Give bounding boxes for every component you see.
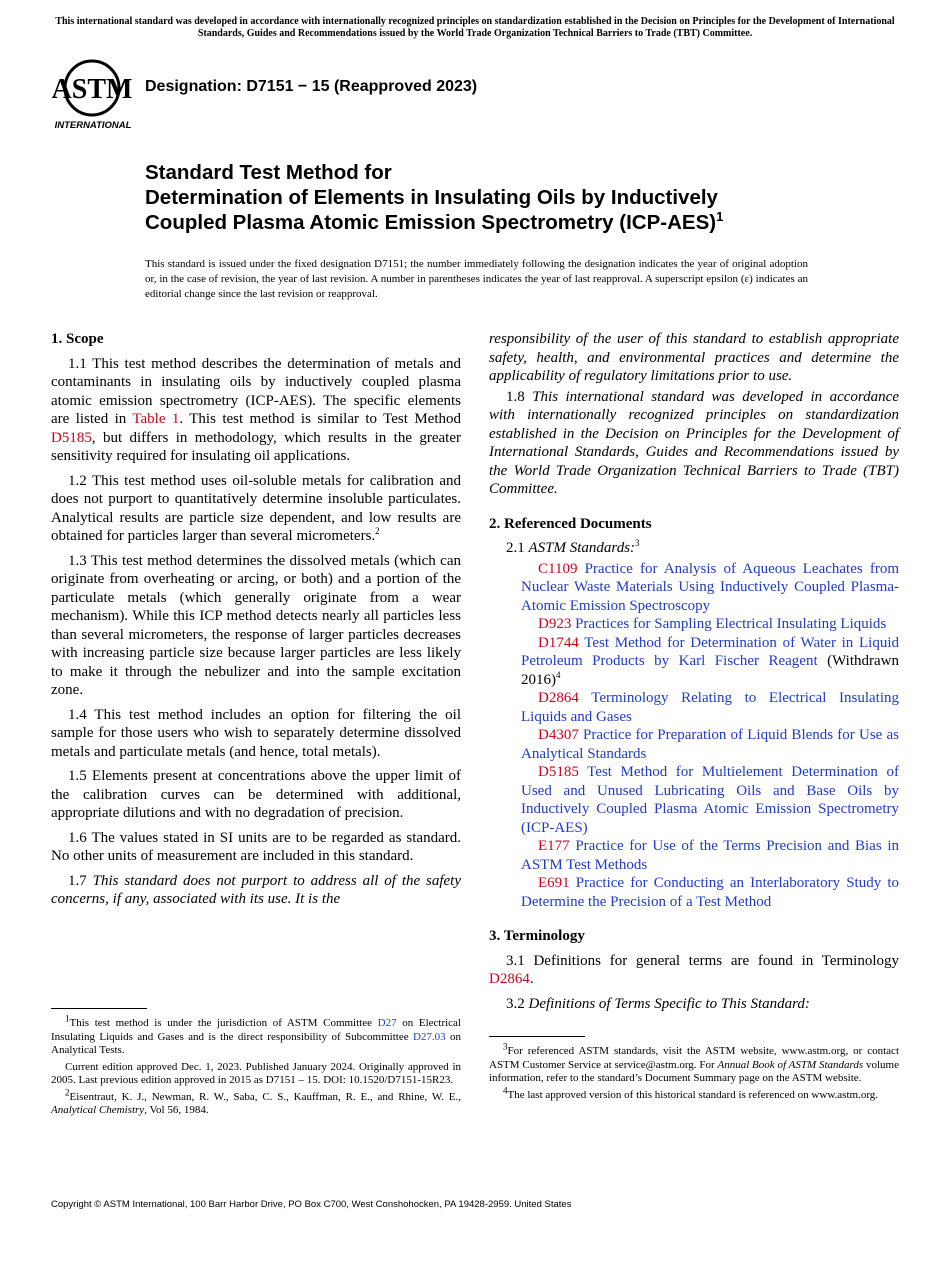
reference-code-link[interactable]: D4307 (538, 727, 579, 743)
reference-title-link[interactable]: Terminology Relating to Electrical Insulating Liquids and Gases (521, 690, 899, 725)
footnotes-right (489, 1036, 899, 1102)
footnote-1-text-b: on Electrical Insulating Liquids and Gases and is the direct responsibility of Subcommittee (51, 1017, 461, 1043)
footnote-rule (51, 1008, 147, 1009)
terminology-3-2 (489, 995, 899, 1014)
right-column (489, 330, 899, 1013)
reference-title-link[interactable]: Practices for Sampling Electrical Insulating Liquids (575, 616, 887, 632)
scope-1-3: 1.3 This test method determines the dissolved metals (which can originate from overheating or arcing, or both) and a portion of the particulate metals (which generally originate from a wear mechanism). While this ICP method detects nearly all particles less than several micrometers, the response of larger particles decreases with increasing particle size because larger particles are less likely to make it through the nebulizer and into the sample excitation zone. (51, 552, 461, 698)
reference-note: (Withdrawn 2016) (521, 653, 899, 688)
logo-subtext: INTERNATIONAL (54, 120, 132, 131)
footnote-1-text-c: on Analytical Tests. (51, 1030, 461, 1056)
title-line-3-text: Coupled Plasma Atomic Emission Spectrometry (ICP-AES) (145, 211, 717, 234)
reference-list (489, 560, 899, 912)
reference-item (489, 874, 899, 911)
scope-1-7-number: 1.7 (68, 872, 93, 889)
footnote-2-marker: 2 (65, 1086, 70, 1097)
footnote-4-marker: 4 (503, 1084, 508, 1095)
logo-text: ASTM (52, 74, 133, 105)
reference-item (489, 615, 899, 634)
terminology-3-2-text: Definitions of Terms Specific to This Standard: (528, 995, 810, 1012)
reference-title-link[interactable]: Test Method for Determination of Water in Liquid Petroleum Products by Karl Fischer Reagent (521, 634, 899, 669)
footnote-2-text-b: , Vol 56, 1984. (144, 1104, 209, 1116)
footnote-3-text-a: For referenced ASTM standards, visit the ASTM website, www.astm.org, or contact ASTM Customer Service at service@astm.org. For (489, 1045, 899, 1071)
wto-notice: This international standard was developed in accordance with internationally recognized principles on standardization established in the Decision on Principles for the Development of International Standards, Guides and Recommendations issued by the World Trade Organization Technical Barriers to Trade (TBT) Committee. (55, 16, 895, 39)
footnote-1-marker: 1 (65, 1013, 70, 1024)
footnote-4 (489, 1084, 899, 1103)
reference-item (489, 726, 899, 763)
footnote-3-text-b: volume information, refer to the standard’s Document Summary page on the ASTM website. (489, 1058, 899, 1084)
terminology-3-2-number: 3.2 (506, 995, 529, 1012)
footnote-2-journal: Analytical Chemistry (51, 1104, 145, 1116)
reference-code-link[interactable]: E177 (538, 838, 570, 854)
footnote-4-text: The last approved version of this historical standard is referenced on www.astm.org. (507, 1088, 879, 1101)
terminology-heading: 3. Terminology (489, 928, 585, 944)
reference-item (489, 763, 899, 837)
scope-1-2-text: 1.2 This test method uses oil-soluble metals for calibration and does not purport to quantitatively determine insoluble particulates. Analytical results are particle size dependent, and low results are obtained for particles larger than several micrometers. (51, 472, 461, 544)
title-line-3 (145, 210, 865, 235)
footnote-3-annual-book: Annual Book of ASTM Standards (717, 1058, 864, 1071)
reference-title-link[interactable]: Practice for Analysis of Aqueous Leachates from Nuclear Waste Materials Using Inductively Coupled Plasma-Atomic Emission Spectroscopy (521, 560, 899, 614)
refs-2-1-number: 2.1 (506, 540, 529, 556)
footnote-4-ref[interactable]: 4 (556, 669, 561, 680)
reference-code-link[interactable]: D1744 (538, 634, 579, 651)
reference-item (489, 560, 899, 616)
terminology-3-1-end: . (529, 971, 534, 987)
scope-1-8-number: 1.8 (506, 388, 533, 405)
d27-link[interactable]: D27 (377, 1017, 397, 1029)
footnote-3 (489, 1041, 899, 1086)
scope-1-1-text-c: , but differs in methodology, which results in the greater sensitivity required for insulating oil applications. (51, 429, 461, 464)
scope-1-2 (51, 472, 461, 546)
copyright-line: Copyright © ASTM International, 100 Barr Harbor Drive, PO Box C700, West Conshohocken, PA 19428-2959. United States (51, 1199, 572, 1210)
refs-2-1-text: ASTM Standards: (528, 540, 636, 556)
document-title (145, 160, 865, 235)
footnote-2 (51, 1086, 461, 1118)
astm-international-logo-icon (52, 56, 136, 132)
reference-title-link[interactable]: Practice for Preparation of Liquid Blends for Use as Analytical Standards (521, 727, 899, 762)
left-column (51, 330, 461, 909)
reference-code-link[interactable]: D923 (538, 616, 572, 632)
footnote-1-text-a: This test method is under the jurisdiction of ASTM Committee (69, 1017, 378, 1029)
scope-1-4: 1.4 This test method includes an option for filtering the oil sample for those users who wish to separately determine dissolved metals and particulate metals (and hence, total metals). (51, 706, 461, 760)
scope-1-7-text: This standard does not purport to address all of the safety concerns, if any, associated with its use. It is the (51, 872, 462, 907)
scope-1-7-continued: responsibility of the user of this standard to establish appropriate safety, health, and environmental practices and determine the applicability of regulatory limitations prior to use. (489, 331, 899, 384)
reference-title-link[interactable]: Practice for Conducting an Interlaboratory Study to Determine the Precision of a Test Method (521, 875, 899, 910)
scope-1-1-text-a: 1.1 This test method describes the determination of metals and contaminants in insulating oils by inductively coupled plasma atomic emission spectrometry (ICP-AES). The specific elements are listed in (51, 355, 461, 427)
reference-item (489, 634, 899, 690)
footnotes-left (51, 1008, 461, 1118)
reference-item (489, 689, 899, 726)
scope-1-8-text: This international standard was developed in accordance with internationally recognized principles on standardization established in the Decision on Principles for the Development of International Standards, Guides and Recommendations issued by the World Trade Organization Technical Barriers to Trade (TBT) Committee. (489, 388, 899, 497)
d5185-link[interactable]: D5185 (51, 429, 92, 446)
referenced-documents-heading: 2. Referenced Documents (489, 515, 652, 532)
issued-note: This standard is issued under the fixed designation D7151; the number immediately following the designation indicates the year of original adoption or, in the case of revision, the year of last revision. A number in parentheses indicates the year of last reapproval. A superscript epsilon (ε) indicates an editorial change since the last revision or reapproval. (145, 258, 808, 300)
scope-1-1 (51, 355, 461, 466)
footnote-2-text-a: Eisentraut, K. J., Newman, R. W., Saba, C. S., Kauffman, R. E., and Rhine, W. E., (69, 1090, 461, 1103)
reference-item (489, 837, 899, 874)
reference-code-link[interactable]: E691 (538, 875, 570, 891)
footnote-1 (51, 1013, 461, 1058)
footnote-3-ref[interactable]: 3 (635, 538, 640, 548)
d27-03-link[interactable]: D27.03 (412, 1030, 446, 1043)
footnote-3-marker: 3 (503, 1041, 508, 1052)
title-line-1: Standard Test Method for (145, 161, 392, 184)
reference-code-link[interactable]: D2864 (538, 690, 579, 706)
reference-code-link[interactable]: C1109 (538, 560, 578, 577)
footnote-1-edition: Current edition approved Dec. 1, 2023. Published January 2024. Originally approved in 2005. Last previous edition approved in 2015 as D7151 – 15. DOI: 10.1520/D7151-15R23. (51, 1060, 461, 1086)
reference-code-link[interactable]: D5185 (538, 764, 579, 780)
reference-title-link[interactable]: Test Method for Multielement Determination of Used and Unused Lubricating Oils and Base Oils by Inductively Coupled Plasma Atomic Emission Spectrometry (ICP-AES) (521, 764, 899, 836)
scope-1-6: 1.6 The values stated in SI units are to be regarded as standard. No other units of measurement are included in this standard. (51, 829, 461, 864)
title-footnote-ref[interactable]: 1 (716, 209, 724, 225)
scope-1-1-text-b: . This test method is similar to Test Method (179, 411, 461, 427)
astm-standards-subheading (489, 539, 899, 558)
scope-1-5: 1.5 Elements present at concentrations above the upper limit of the calibration curves can be determined with additional, appropriate dilutions and with no degradation of precision. (51, 768, 461, 821)
designation: Designation: D7151 − 15 (Reapproved 2023) (145, 78, 478, 95)
terminology-3-1 (489, 952, 899, 989)
footnote-rule (489, 1036, 585, 1037)
title-line-2: Determination of Elements in Insulating Oils by Inductively (145, 186, 718, 209)
reference-title-link[interactable]: Practice for Use of the Terms Precision and Bias in ASTM Test Methods (521, 838, 899, 873)
terminology-3-1-text: 3.1 Definitions for general terms are found in Terminology (506, 952, 899, 969)
table-1-link[interactable]: Table 1 (132, 411, 180, 427)
footnote-2-ref[interactable]: 2 (375, 526, 380, 536)
scope-1-7 (51, 872, 461, 909)
scope-heading: 1. Scope (51, 331, 104, 347)
d2864-link[interactable]: D2864 (489, 971, 530, 987)
scope-1-8 (489, 388, 899, 499)
